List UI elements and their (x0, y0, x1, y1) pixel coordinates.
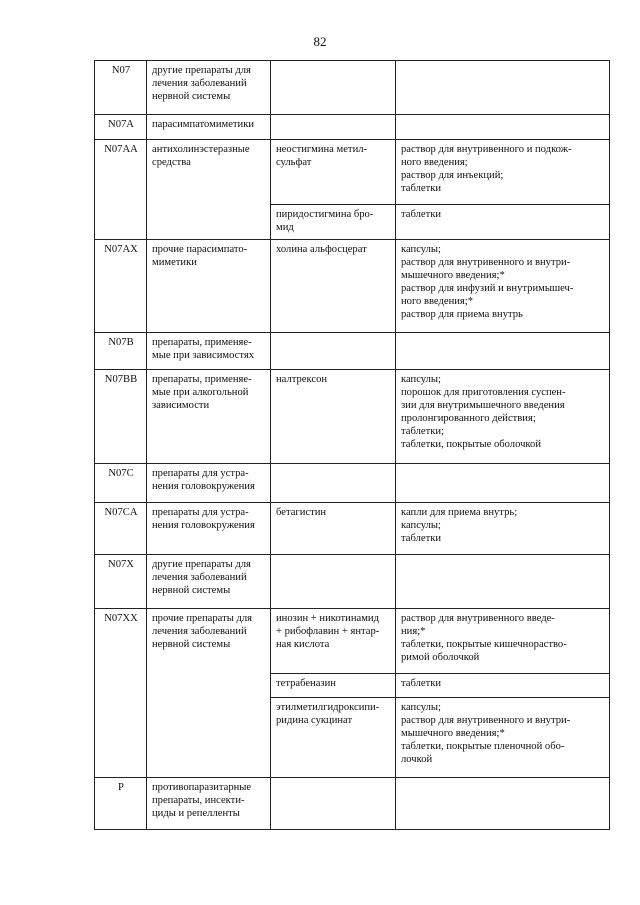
table-row (95, 503, 610, 555)
dosage-form (396, 778, 610, 830)
drug-name: бетагистин (271, 503, 396, 555)
dosage-form: таблетки (396, 674, 610, 698)
dosage-form (396, 61, 610, 115)
atc-code: N07B (95, 333, 147, 370)
drug-name (271, 464, 396, 503)
dosage-form (396, 555, 610, 609)
table-row (95, 333, 610, 370)
atc-group: другие препараты для лечения заболеваний нервной системы (147, 555, 271, 609)
atc-group: другие препараты для лечения заболеваний нервной системы (147, 61, 271, 115)
table-row (95, 115, 610, 140)
table-row (95, 464, 610, 503)
dosage-form (396, 115, 610, 140)
atc-group: парасимпатомиметики (147, 115, 271, 140)
atc-code: N07 (95, 61, 147, 115)
atc-group: препараты для устра- нения головокружения (147, 503, 271, 555)
table-row (95, 140, 610, 205)
atc-group: антихолинэстеразные средства (147, 140, 271, 240)
drug-name: неостигмина метил- сульфат (271, 140, 396, 205)
dosage-form (396, 333, 610, 370)
table-row (95, 555, 610, 609)
atc-group: прочие парасимпато- миметики (147, 240, 271, 333)
dosage-form (396, 464, 610, 503)
table-row (95, 240, 610, 333)
drug-name: холина альфосцерат (271, 240, 396, 333)
dosage-form: капсулы; раствор для внутривенного и внутри- мышечного введения;* таблетки, покрытые пленочной обо- лочкой (396, 698, 610, 778)
drug-classification-table (94, 60, 610, 830)
drug-name (271, 555, 396, 609)
table-row (95, 609, 610, 674)
drug-name: налтрексон (271, 370, 396, 464)
atc-code: N07BB (95, 370, 147, 464)
dosage-form: капли для приема внутрь; капсулы; таблетки (396, 503, 610, 555)
drug-name (271, 333, 396, 370)
drug-name: этилметилгидроксипи- ридина сукцинат (271, 698, 396, 778)
table-row (95, 61, 610, 115)
atc-code: N07AX (95, 240, 147, 333)
atc-group: препараты для устра- нения головокружения (147, 464, 271, 503)
drug-name (271, 778, 396, 830)
atc-code: N07C (95, 464, 147, 503)
drug-name: пиридостигмина бро- мид (271, 205, 396, 240)
drug-name (271, 115, 396, 140)
atc-code: N07XX (95, 609, 147, 778)
atc-code: N07AA (95, 140, 147, 240)
atc-code: N07CA (95, 503, 147, 555)
atc-code: P (95, 778, 147, 830)
atc-group: противопаразитарные препараты, инсекти- циды и репелленты (147, 778, 271, 830)
dosage-form: раствор для внутривенного введе- ния;* таблетки, покрытые кишечнораство- римой оболочкой (396, 609, 610, 674)
drug-name: инозин + никотинамид + рибофлавин + янтар- ная кислота (271, 609, 396, 674)
atc-group: препараты, применяе- мые при зависимостях (147, 333, 271, 370)
atc-group: прочие препараты для лечения заболеваний нервной системы (147, 609, 271, 778)
dosage-form: таблетки (396, 205, 610, 240)
dosage-form: капсулы; раствор для внутривенного и внутри- мышечного введения;* раствор для инфузий и внутримышеч- ного введения;* раствор для приема внутрь (396, 240, 610, 333)
atc-code: N07X (95, 555, 147, 609)
table-row (95, 370, 610, 464)
atc-code: N07A (95, 115, 147, 140)
drug-name (271, 61, 396, 115)
dosage-form: раствор для внутривенного и подкож- ного введения; раствор для инъекций; таблетки (396, 140, 610, 205)
page-number: 82 (313, 34, 327, 49)
table-row (95, 778, 610, 830)
dosage-form: капсулы; порошок для приготовления суспен- зии для внутримышечного введения пролонгированного действия; таблетки; таблетки, покрытые оболочкой (396, 370, 610, 464)
drug-name: тетрабеназин (271, 674, 396, 698)
atc-group: препараты, применяе- мые при алкогольной зависимости (147, 370, 271, 464)
